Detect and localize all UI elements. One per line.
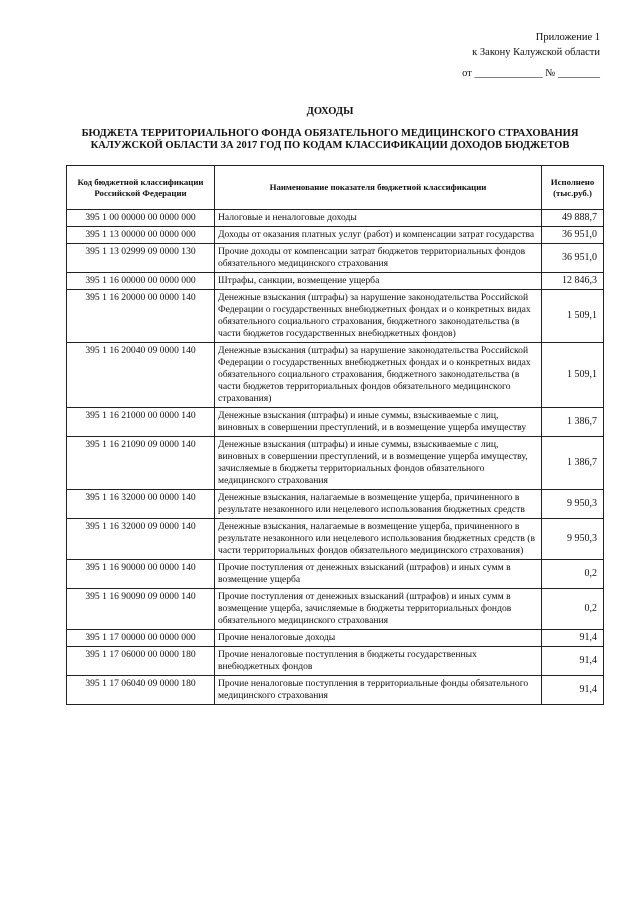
title-line-3: КАЛУЖСКОЙ ОБЛАСТИ ЗА 2017 ГОД ПО КОДАМ КЛАССИФИКАЦИИ ДОХОДОВ БЮДЖЕТОВ xyxy=(90,140,570,151)
row-code: 395 1 17 06040 09 0000 180 xyxy=(67,676,215,705)
row-value: 9 950,3 xyxy=(542,490,604,519)
row-value: 91,4 xyxy=(542,630,604,647)
row-code: 395 1 00 00000 00 0000 000 xyxy=(67,210,215,227)
row-value: 36 951,0 xyxy=(542,227,604,244)
table-row xyxy=(67,227,604,244)
row-value: 91,4 xyxy=(542,676,604,705)
row-value: 1 509,1 xyxy=(542,343,604,408)
row-name: Денежные взыскания (штрафы) за нарушение законодательства Российской Федерации о государственных внебюджетных фондах и о конкретных видах обязательного социального страхования, бюджетного законодательства (в части бюджетов государственных внебюджетных фондов) xyxy=(215,290,542,343)
appendix-line: Приложение 1 xyxy=(535,32,600,43)
row-code: 395 1 17 00000 00 0000 000 xyxy=(67,630,215,647)
row-value: 91,4 xyxy=(542,647,604,676)
row-value: 1 386,7 xyxy=(542,437,604,490)
row-code: 395 1 16 32000 00 0000 140 xyxy=(67,490,215,519)
table-header-row xyxy=(67,166,604,210)
row-value: 1 509,1 xyxy=(542,290,604,343)
table-row xyxy=(67,343,604,408)
row-name: Штрафы, санкции, возмещение ущерба xyxy=(215,273,542,290)
row-name: Денежные взыскания (штрафы) и иные суммы, взыскиваемые с лиц, виновных в совершении преступлений, и в возмещение ущерба имуществу xyxy=(215,408,542,437)
law-reference: к Закону Калужской области xyxy=(472,47,600,58)
table-row xyxy=(67,519,604,560)
row-value: 1 386,7 xyxy=(542,408,604,437)
row-name: Доходы от оказания платных услуг (работ) и компенсации затрат государства xyxy=(215,227,542,244)
table-row xyxy=(67,647,604,676)
row-code: 395 1 16 00000 00 0000 000 xyxy=(67,273,215,290)
row-code: 395 1 13 02999 09 0000 130 xyxy=(67,244,215,273)
table-row xyxy=(67,589,604,630)
row-name: Прочие неналоговые поступления в территориальные фонды обязательного медицинского страхования xyxy=(215,676,542,705)
row-name: Прочие поступления от денежных взысканий (штрафов) и иных сумм в возмещение ущерба xyxy=(215,560,542,589)
row-code: 395 1 16 90090 09 0000 140 xyxy=(67,589,215,630)
row-name: Прочие неналоговые поступления в бюджеты государственных внебюджетных фондов xyxy=(215,647,542,676)
table-row xyxy=(67,408,604,437)
row-name: Прочие доходы от компенсации затрат бюджетов территориальных фондов обязательного медицинского страхования xyxy=(215,244,542,273)
row-value: 49 888,7 xyxy=(542,210,604,227)
row-name: Денежные взыскания, налагаемые в возмещение ущерба, причиненного в результате незаконного или нецелевого использования бюджетных средств (в части территориальных фондов обязательного медицинского страхования) xyxy=(215,519,542,560)
row-name: Прочие неналоговые доходы xyxy=(215,630,542,647)
row-name: Денежные взыскания (штрафы) и иные суммы, взыскиваемые с лиц, виновных в совершении преступлений, и в возмещение ущерба имуществу, зачисляемые в бюджеты территориальных фондов обязательного медицинского страхования xyxy=(215,437,542,490)
column-header-name: Наименование показателя бюджетной классификации xyxy=(215,166,542,210)
date-number-line: от _____________ № ________ xyxy=(462,68,600,79)
table-row xyxy=(67,676,604,705)
row-value: 9 950,3 xyxy=(542,519,604,560)
table-row xyxy=(67,290,604,343)
row-code: 395 1 17 06000 00 0000 180 xyxy=(67,647,215,676)
table-row xyxy=(67,630,604,647)
row-value: 0,2 xyxy=(542,560,604,589)
row-code: 395 1 16 20040 09 0000 140 xyxy=(67,343,215,408)
table-row xyxy=(67,560,604,589)
row-name: Денежные взыскания, налагаемые в возмещение ущерба, причиненного в результате незаконного или нецелевого использования бюджетных средств xyxy=(215,490,542,519)
row-code: 395 1 16 90000 00 0000 140 xyxy=(67,560,215,589)
row-name: Прочие поступления от денежных взысканий (штрафов) и иных сумм в возмещение ущерба, зачисляемые в бюджеты территориальных фондов обязательного медицинского страхования xyxy=(215,589,542,630)
row-code: 395 1 16 21090 09 0000 140 xyxy=(67,437,215,490)
appendix-header xyxy=(462,30,600,81)
column-header-code: Код бюджетной классификации Российской Федерации xyxy=(67,166,215,210)
row-code: 395 1 16 20000 00 0000 140 xyxy=(67,290,215,343)
income-table xyxy=(66,165,604,705)
document-title xyxy=(60,106,600,152)
table-row xyxy=(67,490,604,519)
row-name: Налоговые и неналоговые доходы xyxy=(215,210,542,227)
row-value: 0,2 xyxy=(542,589,604,630)
row-code: 395 1 13 00000 00 0000 000 xyxy=(67,227,215,244)
title-main: ДОХОДЫ xyxy=(306,106,354,117)
table-row xyxy=(67,244,604,273)
row-value: 12 846,3 xyxy=(542,273,604,290)
row-code: 395 1 16 32000 09 0000 140 xyxy=(67,519,215,560)
row-value: 36 951,0 xyxy=(542,244,604,273)
row-name: Денежные взыскания (штрафы) за нарушение законодательства Российской Федерации о государственных внебюджетных фондах и о конкретных видах обязательного социального страхования, бюджетного законодательства (в части бюджетов территориальных фондов обязательного медицинского страхования) xyxy=(215,343,542,408)
title-line-2: БЮДЖЕТА ТЕРРИТОРИАЛЬНОГО ФОНДА ОБЯЗАТЕЛЬНОГО МЕДИЦИНСКОГО СТРАХОВАНИЯ xyxy=(81,128,579,139)
table-row xyxy=(67,273,604,290)
row-code: 395 1 16 21000 00 0000 140 xyxy=(67,408,215,437)
table-row xyxy=(67,437,604,490)
table-row xyxy=(67,210,604,227)
column-header-value: Исполнено (тыс.руб.) xyxy=(542,166,604,210)
